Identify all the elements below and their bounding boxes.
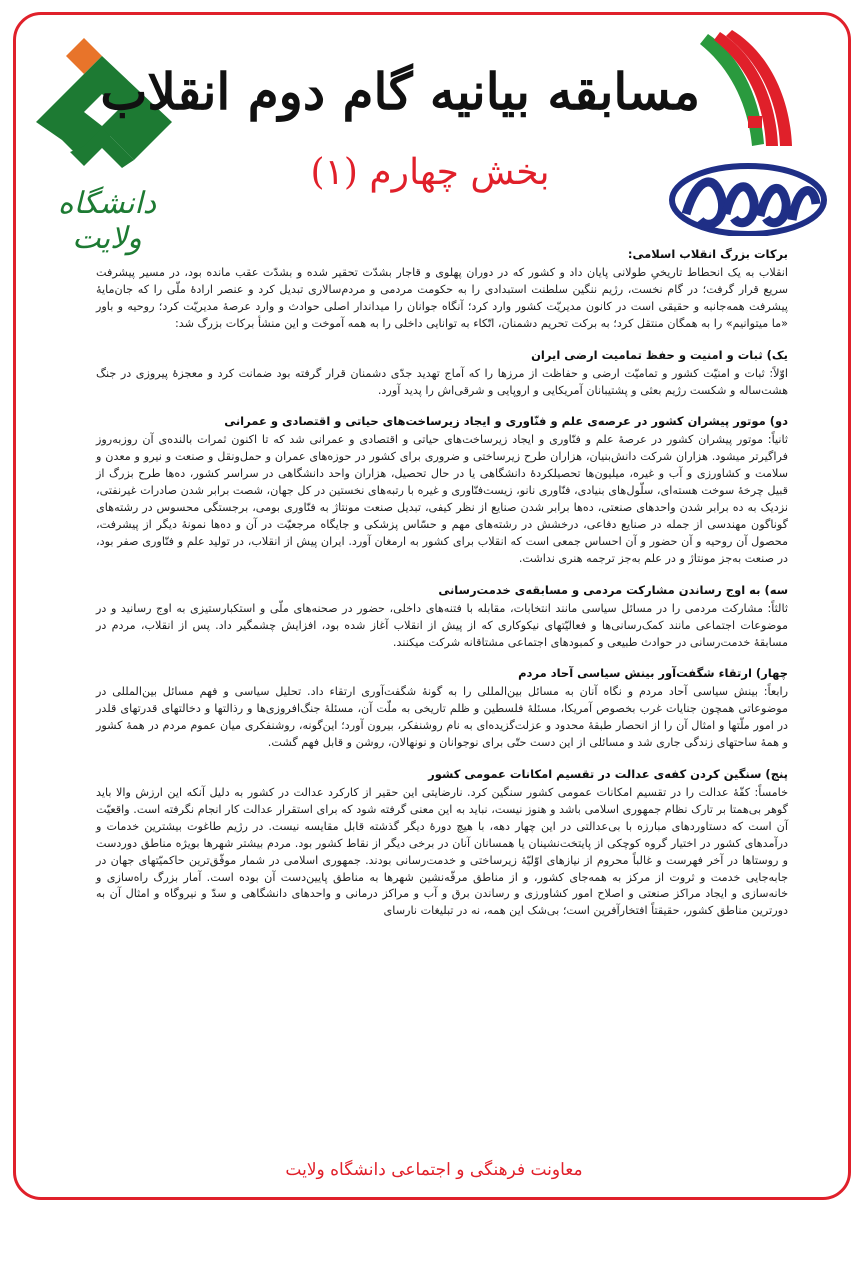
section-heading: دو) موتور پیشران کشور در عرصه‌ی علم و فنّاوری و ایجاد زیرساخت‌های حیاتی و اقتصادی و عمرانی xyxy=(224,414,788,429)
section-blessings xyxy=(96,246,788,333)
section-political-insight xyxy=(96,665,788,752)
section-paragraph: انقلاب به یک انحطاط تاریخیِ طولانی پایان داد و کشور که در دوران پهلوی و قاجار بشدّت تحقیر شده و بشدّت عقب مانده بود، در مسیر پیشرفت سریع قرار گرفت؛ در گام نخست، رژیم ننگین سلطنت استبدادی را به حکومت مردمی و مردم‌سالاری تبدیل کرد و عنصر ارادۀ ملّی را که جان‌مایۀ پیشرفت همه‌جانبه و حقیقی است در کانون مدیریّت کشور وارد کرد؛ آنگاه جوانان را میداندار اصلی حوادث و وارد عرصۀ مدیریّت کرد؛ روحیه و باور «ما میتوانیم» را به همگان منتقل کرد؛ به برکت تحریم دشمنان، اتّکاء به توانایی داخلی را به همه آموخت و این منشأ برکات بزرگ شد: xyxy=(96,266,788,330)
section-participation xyxy=(96,582,788,652)
section-security xyxy=(96,347,788,400)
page-title: مسابقه بیانیه گام دوم انقلاب xyxy=(100,62,700,121)
section-heading: سه) به اوج رساندن مشارکت مردمی و مسابقه‌ی خدمت‌رسانی xyxy=(438,582,788,597)
second-step-emblem-icon xyxy=(668,24,830,236)
page-subtitle: بخش چهارم (۱) xyxy=(310,152,550,193)
section-heading: برکات بزرگ انقلاب اسلامی: xyxy=(627,247,788,261)
section-heading: پنج) سنگین کردن کفه‌ی عدالت در تقسیم امکانات عمومی کشور xyxy=(428,767,788,782)
section-heading: یک) ثبات و امنیت و حفظ تمامیت ارضی ایران xyxy=(531,347,788,362)
section-paragraph: رابعاً: بینش سیاسی آحاد مردم و نگاه آنان به مسائل بین‌المللی را به گونۀ شگفت‌آوری ارتقاء داد. تحلیل سیاسی و فهم مسائل بین‌المللی در موضوعاتی همچون جنایات غرب بخصوص آمریکا، مسئلۀ فلسطین و ظلم تاریخی به ملّت آن، مسئلۀ جنگ‌افروزی‌ها و رذالتها و دخالتهای قدرتهای قلدر در امور ملّتها و امثال آن را از انحصار طبقۀ محدود و عزلت‌گزیده‌ای به نام روشنفکر، بیرون آورد؛ این‌گونه، روشنفکری میان عموم مردم در همۀ کشور و همۀ ساحتهای زندگی جاری شد و مسائلی از این دست حتّی برای نوجوانان و نونهالان، روشن و قابل فهم گشت. xyxy=(96,685,788,750)
section-heading: چهار) ارتقاء شگفت‌آور بینش سیاسی آحاد مردم xyxy=(518,666,788,681)
section-justice xyxy=(96,766,788,920)
section-paragraph: خامساً: کفّۀ عدالت را در تقسیم امکانات عمومی کشور سنگین کرد. نارضایتی این حقیر از کارکرد عدالت در کشور به دلیل آنکه این ارزش والا باید گوهر بی‌همتا بر تارک نظام جمهوری اسلامی باشد و هنوز نیست، نباید به این معنی گرفته شود که برای استقرار عدالت کار انجام نگرفته است. واقعیّت آن است که دستاوردهای مبارزه با بی‌عدالتی در این چهار دهه، با هیچ دورۀ دیگر گذشته قابل مقایسه نیست. در رژیم طاغوت بیشترین خدمات و درآمدهای کشور در اختیار گروه کوچکی از پایتخت‌نشینان یا همسانان آنان در برخی دیگر از نقاط کشور بود. مردم بیشتر شهرها بویژه مناطق دوردست و روستاها در آخر فهرست و غالباً محروم از نیازهای اوّلیّۀ زیرساختی و خدمت‌رسانی بودند. جمهوری اسلامی در شمار موفّق‌ترین حاکمیّتهای جهان در جابه‌جایی خدمت و ثروت از مرکز به همه‌جای کشور، و از مناطق مرفّه‌نشین شهرها به مناطق پایین‌دست آن بوده است. آمار بزرگ راه‌سازی و خانه‌سازی و ایجاد مراکز صنعتی و اصلاح امور کشاورزی و رساندن برق و آب و مراکز درمانی و واحدهای دانشگاهی و سدّ و نیروگاه و امثال آن به دورترین مناطق کشور، حقیقتاً افتخارآفرین است؛ بی‌شک این همه، نه در تبلیغات نارسای xyxy=(96,786,788,918)
university-name: دانشگاه ولایت xyxy=(57,186,157,256)
footer-credit: معاونت فرهنگی و اجتماعی دانشگاه ولایت xyxy=(285,1160,583,1180)
section-paragraph: ثالثاً: مشارکت مردمی را در مسائل سیاسی مانند انتخابات، مقابله با فتنه‌های داخلی، حضور در صحنه‌های ملّی و استکبارستیزی به اوج رسانید و در موضوعات اجتماعی مانند کمک‌رسانی‌ها و فعالیّتهای نیکوکاری که از پیش از انقلاب آغاز شده بود، افزایش چشمگیر داد. پس از انقلاب، مردم در مسابقۀ خدمت‌رسانی در حوادث طبیعی و کمبودهای اجتماعی مشتاقانه شرکت میکنند. xyxy=(96,601,788,649)
section-science xyxy=(96,413,788,567)
document-body xyxy=(96,246,788,934)
section-paragraph: اوّلاً: ثبات و امنیّت کشور و تمامیّت ارضی و حفاظت از مرزها را که آماج تهدید جدّی دشمنان قرار گرفته بود ضمانت کرد و معجزۀ پیروزی در جنگ هشت‌ساله و شکست رژیم بعثی و پشتیبانان آمریکایی و اروپایی و شرقی‌اش را پدید آورد. xyxy=(96,366,788,397)
section-paragraph: ثانیاً: موتور پیشران کشور در عرصۀ علم و فنّاوری و ایجاد زیرساخت‌های حیاتی و اقتصادی و عمرانی شد که تا اکنون ثمرات بالنده‌ی آن روزبه‌روز فراگیرتر میشود. هزاران شرکت دانش‌بنیان، هزاران طرح زیرساختی و ضروری برای کشور در حوزه‌های عمران و حمل‌ونقل و صنعت و نیرو و معدن و سلامت و کشاورزی و آب و غیره، میلیون‌ها تحصیلکردۀ دانشگاهی یا در حال تحصیل، هزاران واحد دانشگاهی در سراسر کشور، ده‌ها طرح بزرگ از قبیل چرخۀ سوخت هسته‌ای، سلّول‌های بنیادی، فنّاوری نانو، زیست‌فنّاوری و غیره با رتبه‌های نخستین در کل جهان، شصت برابر شدن صادرات غیرنفتی، نزدیک به ده برابر شدن واحدهای صنعتی، ده‌ها برابر شدن صنایع از نظر کیفی، تبدیل صنعت مونتاژ به فنّاوری بومی، برجستگی محسوس در رشته‌های گوناگون مهندسی از جمله در صنایع دفاعی، درخشش در رشته‌های مهم و حسّاس پزشکی و جایگاه مرجعیّت در آن و ده‌ها نمونۀ دیگر از پیشرفت، محصول آن روحیه و آن حضور و آن احساس جمعی است که انقلاب برای کشور به ارمغان آورد. ایران پیش از انقلاب، در تولید علم و فنّاوری صفر بود، در صنعت به‌جز مونتاژ و در علم به‌جز ترجمه هنری نداشت. xyxy=(96,433,788,565)
